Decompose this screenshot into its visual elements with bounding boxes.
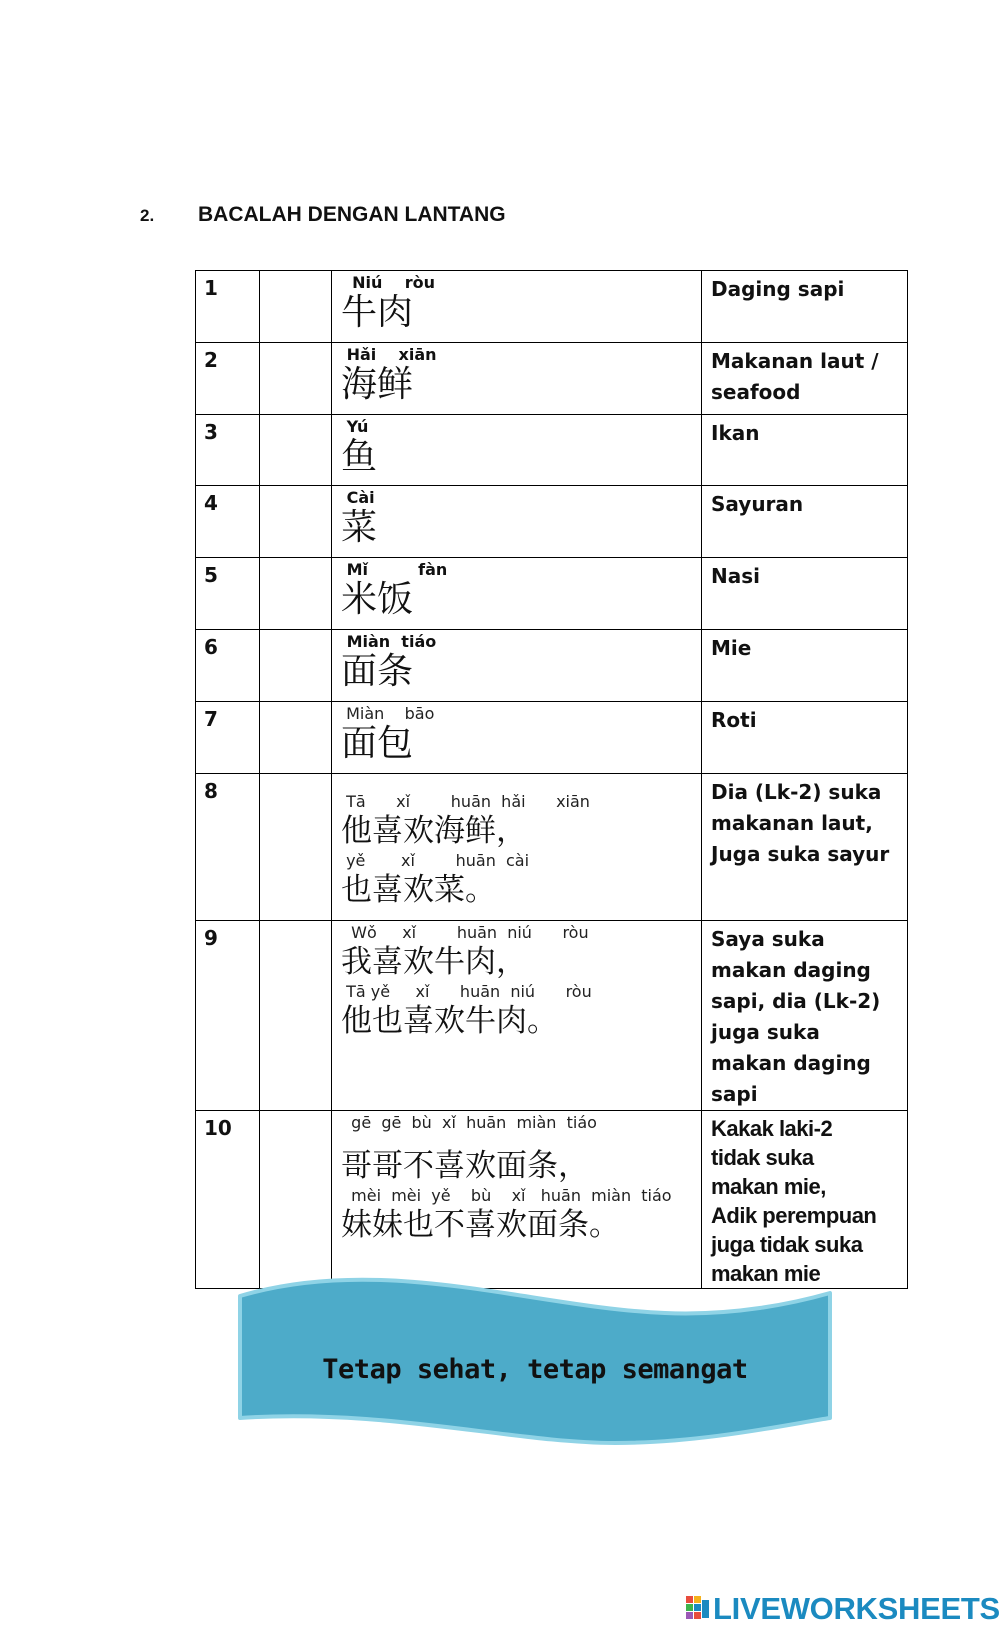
table-row	[196, 486, 908, 558]
chinese-cell	[332, 1111, 702, 1289]
blank-cell	[260, 415, 332, 486]
meaning-cell	[702, 486, 908, 558]
section-heading	[140, 203, 506, 227]
liveworksheets-logo-icon	[686, 1596, 710, 1622]
meaning-line: Dia (Lk-2) suka	[711, 780, 882, 804]
meaning-line: Juga suka sayur	[711, 842, 890, 866]
row-number: 9	[196, 921, 260, 1111]
pinyin-line: Tā yě xǐ huān niú ròu	[341, 982, 592, 1001]
banner-text: Tetap sehat, tetap semangat	[322, 1354, 748, 1385]
blank-cell	[260, 343, 332, 415]
pinyin-line: Wǒ xǐ huān niú ròu	[341, 923, 589, 942]
meaning-line: Nasi	[711, 564, 760, 588]
meaning-line: Saya suka	[711, 927, 825, 951]
row-number: 2	[196, 343, 260, 415]
pinyin-line: Niú ròu	[341, 273, 435, 292]
row-number: 4	[196, 486, 260, 558]
chinese-cell	[332, 415, 702, 486]
table-row	[196, 271, 908, 343]
meaning-line: Mie	[711, 636, 752, 660]
pinyin-line: gē gē bù xǐ huān miàn tiáo	[341, 1113, 597, 1132]
meaning-cell	[702, 343, 908, 415]
hanzi-line: 妹妹也不喜欢面条。	[341, 1207, 620, 1243]
blank-cell	[260, 271, 332, 343]
blank-cell	[260, 702, 332, 774]
pinyin-line: Miàn bāo	[341, 704, 435, 723]
chinese-cell	[332, 921, 702, 1111]
hanzi-line: 哥哥不喜欢面条，	[341, 1148, 589, 1184]
meaning-line: juga suka	[711, 1020, 820, 1044]
table-row	[196, 1111, 908, 1289]
meaning-cell	[702, 271, 908, 343]
meaning-cell	[702, 1111, 908, 1289]
meaning-line: makan mie	[711, 1261, 821, 1286]
row-number: 10	[196, 1111, 260, 1289]
meaning-line: seafood	[711, 380, 801, 404]
meaning-line: Ikan	[711, 421, 760, 445]
blank-cell	[260, 1111, 332, 1289]
hanzi-line: 菜	[341, 507, 378, 548]
meaning-line: Makanan laut /	[711, 349, 879, 373]
chinese-cell	[332, 702, 702, 774]
meaning-cell	[702, 630, 908, 702]
vocabulary-table	[195, 270, 908, 1289]
hanzi-line: 他喜欢海鲜，	[341, 813, 527, 849]
meaning-cell	[702, 774, 908, 921]
spacer	[341, 1133, 701, 1147]
blank-cell	[260, 630, 332, 702]
meaning-line: makan daging	[711, 1051, 871, 1075]
table-row	[196, 343, 908, 415]
chinese-cell	[332, 486, 702, 558]
table-row	[196, 415, 908, 486]
meaning-cell	[702, 558, 908, 630]
hanzi-line: 面包	[341, 723, 414, 764]
section-title: BACALAH DENGAN LANTANG	[198, 203, 506, 226]
pinyin-line: Mǐ fàn	[341, 560, 448, 579]
meaning-cell	[702, 702, 908, 774]
table-row	[196, 774, 908, 921]
meaning-line: makan mie,	[711, 1174, 826, 1199]
pinyin-line: Tā xǐ huān hǎi xiān	[341, 792, 590, 811]
section-number: 2.	[140, 206, 155, 225]
pinyin-line: mèi mèi yě bù xǐ huān miàn tiáo	[341, 1186, 672, 1205]
chinese-cell	[332, 558, 702, 630]
table-row	[196, 702, 908, 774]
blank-cell	[260, 558, 332, 630]
chinese-cell	[332, 343, 702, 415]
chinese-cell	[332, 630, 702, 702]
spacer	[341, 776, 701, 792]
meaning-line: juga tidak suka	[711, 1232, 863, 1257]
hanzi-line: 米饭	[341, 579, 414, 620]
table-row	[196, 558, 908, 630]
hanzi-line: 他也喜欢牛肉。	[341, 1003, 558, 1039]
meaning-line: Adik perempuan	[711, 1203, 877, 1228]
pinyin-line: yě xǐ huān cài	[341, 851, 530, 870]
pinyin-line: Hǎi xiān	[341, 345, 437, 364]
meaning-cell	[702, 921, 908, 1111]
meaning-line: Sayuran	[711, 492, 804, 516]
row-number: 7	[196, 702, 260, 774]
table-row	[196, 630, 908, 702]
meaning-line: makanan laut,	[711, 811, 873, 835]
chinese-cell	[332, 774, 702, 921]
row-number: 3	[196, 415, 260, 486]
chinese-cell	[332, 271, 702, 343]
blank-cell	[260, 774, 332, 921]
hanzi-line: 面条	[341, 651, 414, 692]
pinyin-line: Cài	[341, 488, 375, 507]
hanzi-line: 我喜欢牛肉，	[341, 944, 527, 980]
meaning-cell	[702, 415, 908, 486]
pinyin-line: Yú	[341, 417, 369, 436]
meaning-line: Roti	[711, 708, 757, 732]
meaning-line: tidak suka	[711, 1145, 814, 1170]
hanzi-line: 也喜欢菜。	[341, 872, 496, 908]
meaning-line: Kakak laki-2	[711, 1116, 833, 1141]
brand-name: LIVEWORKSHEETS	[713, 1591, 1000, 1626]
pinyin-line: Miàn tiáo	[341, 632, 437, 651]
meaning-line: sapi, dia (Lk-2)	[711, 989, 881, 1013]
meaning-line: sapi	[711, 1082, 758, 1106]
blank-cell	[260, 486, 332, 558]
row-number: 8	[196, 774, 260, 921]
row-number: 1	[196, 271, 260, 343]
hanzi-line: 鱼	[341, 436, 378, 477]
meaning-line: Daging sapi	[711, 277, 845, 301]
hanzi-line: 牛肉	[341, 292, 414, 333]
row-number: 5	[196, 558, 260, 630]
table-row	[196, 921, 908, 1111]
liveworksheets-brand[interactable]	[686, 1592, 1000, 1626]
row-number: 6	[196, 630, 260, 702]
meaning-line: makan daging	[711, 958, 871, 982]
hanzi-line: 海鲜	[341, 364, 414, 405]
blank-cell	[260, 921, 332, 1111]
